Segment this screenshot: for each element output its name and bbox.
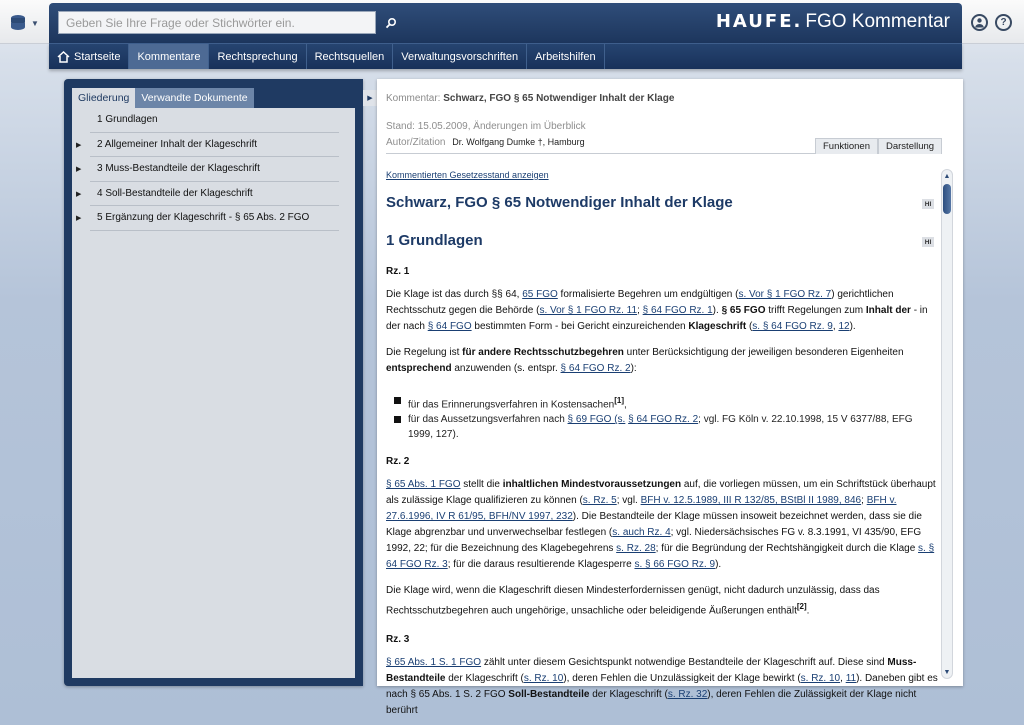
text: stellt die [460, 479, 503, 491]
text: für das Erinnerungsverfahren in Kostensachen [408, 399, 615, 411]
ref-link[interactable]: s. Vor § 1 FGO Rz. 7 [738, 289, 832, 300]
ref-link[interactable]: § 64 FGO [427, 321, 472, 332]
expand-arrow-icon[interactable]: ▶ [76, 141, 82, 149]
help-icon[interactable]: ? [995, 14, 1012, 31]
top-bar [0, 0, 1024, 44]
list-item [394, 393, 938, 412]
ref-link[interactable]: s. § 64 FGO Rz. 3 [386, 543, 935, 571]
text: unter Berücksichtigung der jeweiligen besonderen Eigenheiten [623, 347, 904, 358]
text: ). [712, 305, 722, 316]
nav-arbeitshilfen[interactable]: Arbeitshilfen [527, 44, 605, 69]
text: - in der nach [386, 305, 928, 332]
ref-link[interactable]: BFH v. 12.5.1989, III R 132/85, BStBl II 1989, 846 [640, 495, 862, 507]
ref-link[interactable]: s. § 64 FGO Rz. 9 [752, 321, 833, 332]
ref-link[interactable]: § 65 Abs. 1 FGO [386, 479, 461, 491]
bold-text: inhaltlichen Mindestvoraussetzungen [502, 479, 682, 491]
text: Die Regelung ist [386, 347, 463, 358]
footnote-link[interactable]: [1] [614, 396, 625, 405]
tree-item-allgemeiner-inhalt[interactable] [76, 133, 339, 158]
text: ). Daneben gibt es nach § 65 Abs. 1 S. 2 FGO [386, 672, 938, 700]
rz-heading: Rz. 2 [386, 456, 410, 468]
breadcrumb-title: Schwarz, FGO § 65 Notwendiger Inhalt der Klage [443, 93, 675, 104]
stack-icon [8, 13, 28, 33]
author-key: Autor/Zitation [386, 137, 446, 148]
scrollbar-thumb[interactable] [943, 184, 951, 214]
nav-startseite[interactable] [49, 44, 129, 69]
document-panel [377, 79, 963, 716]
footnote-link[interactable]: [2] [796, 602, 807, 612]
text: ; vgl. [616, 495, 641, 507]
paragraph [386, 583, 938, 619]
nav-label: Startseite [74, 50, 121, 63]
text: , [624, 399, 627, 411]
text: ; für die daraus resultierende Klagesperre [447, 559, 635, 571]
bold-text: Soll-Bestandteile [508, 688, 590, 700]
darstellung-button[interactable]: Darstellung [878, 138, 942, 154]
ref-link[interactable]: § 64 FGO Rz. 1 [642, 305, 713, 316]
search-button[interactable] [379, 11, 403, 34]
paragraph [386, 477, 938, 573]
text: Die Klage ist das durch §§ 64, [386, 289, 523, 300]
bold-text: Inhalt der [865, 305, 911, 316]
author-name: Dr. Wolfgang Dumke †, Hamburg [452, 137, 585, 147]
tab-gliederung[interactable]: Gliederung [72, 88, 135, 108]
hi-badge[interactable]: HI [922, 199, 934, 209]
paragraph [386, 345, 938, 377]
product-name: FGO Kommentar [805, 11, 950, 32]
text: ; vgl. Niedersächsisches FG v. 8.3.1991, VI 435/90, EFG 1992, 22; für die Bezeichnung des Klagebegehrens [386, 527, 922, 555]
breadcrumb-key: Kommentar: [386, 93, 441, 104]
document-content [386, 167, 938, 716]
expand-arrow-icon[interactable]: ▶ [76, 166, 82, 173]
ref-link[interactable]: 12 [838, 321, 850, 332]
text: auf, die vorliegen müssen, um ein Schriftstück überhaupt als zulässige Klage qualifizieren zu können ( [386, 479, 936, 507]
chevron-right-icon: ▶ [367, 95, 373, 102]
collapse-panel-button[interactable] [363, 90, 377, 106]
text: anzuwenden (s. entspr. [451, 363, 561, 374]
tree-item-ergaenzung[interactable] [76, 206, 339, 231]
paragraph [386, 287, 938, 335]
tree-item-label: 1 Grundlagen [97, 114, 158, 126]
text: ; für die Begründung der Rechtshängigkeit durch die Klage [655, 543, 919, 555]
text: , [840, 672, 846, 684]
expand-arrow-icon[interactable]: ▶ [76, 215, 82, 222]
ref-link[interactable]: s. Rz. 5 [582, 495, 617, 507]
section-heading [386, 232, 938, 252]
ref-link[interactable]: s. Rz. 10 [800, 672, 841, 684]
ref-link[interactable]: s. auch Rz. 4 [612, 527, 671, 539]
document-breadcrumb [386, 93, 674, 104]
ref-link[interactable]: § 65 FGO [721, 305, 766, 316]
document-status: Stand: 15.05.2009, Änderungen im Überblick [386, 121, 586, 132]
bold-text: Muss-Bestandteile [386, 656, 917, 684]
app-menu-button[interactable] [8, 10, 44, 36]
tree-item-label: 3 Muss-Bestandteile der Klageschrift [97, 163, 260, 175]
text: ). [715, 559, 722, 571]
ref-link[interactable]: § 64 FGO Rz. 2 [628, 414, 699, 426]
person-icon [974, 17, 985, 28]
text: bestimmten Form - bei Gericht einzureichenden [471, 321, 689, 332]
nav-verwaltungsvorschriften[interactable]: Verwaltungsvorschriften [393, 44, 527, 69]
bullet-list [394, 393, 938, 442]
brand-name: HAUFE. [715, 11, 803, 32]
tree-item-label: 2 Allgemeiner Inhalt der Klageschrift [97, 138, 258, 150]
outline-tree [72, 108, 355, 678]
tree-item-grundlagen[interactable] [90, 108, 339, 133]
text: , [832, 321, 839, 332]
text: ), deren Fehlen die Zulässigkeit der Klage nicht berührt [386, 688, 917, 716]
bold-text: Klageschrift [688, 321, 747, 332]
document-title-text: Schwarz, FGO § 65 Notwendiger Inhalt der Klage [386, 194, 733, 211]
nav-kommentare[interactable]: Kommentare [129, 44, 209, 69]
ref-link[interactable]: BFH v. 27.6.1996, IV R 61/95, BFH/NV 1997, 232 [386, 495, 897, 523]
text: ). [849, 321, 856, 332]
bold-text: entsprechend [386, 363, 452, 374]
hi-badge[interactable]: HI [922, 237, 934, 247]
text: ) gerichtlichen Rechtsschutz gegen die Behörde ( [386, 289, 894, 316]
nav-rechtsquellen[interactable]: Rechtsquellen [307, 44, 394, 69]
paragraph [386, 655, 938, 719]
main-navigation [49, 43, 962, 69]
text: der Klageschrift ( [445, 672, 524, 684]
home-icon [57, 51, 70, 63]
tree-item-muss-bestandteile[interactable] [76, 157, 339, 182]
text: zählt unter diesem Gesichtspunkt notwendige Bestandteile der Klageschrift auf. Diese sind [481, 656, 888, 668]
ref-link[interactable]: 11 [845, 672, 857, 684]
ref-link[interactable]: § 64 FGO Rz. 2 [560, 363, 631, 374]
search-icon [385, 17, 397, 29]
text: der Klageschrift ( [589, 688, 668, 700]
tree-item-soll-bestandteile[interactable] [76, 182, 339, 207]
outline-panel [64, 79, 363, 686]
rz-heading: Rz. 1 [386, 266, 410, 277]
text: Die Klage wird, wenn die Klageschrift diesen Mindesterfordernissen genügt, nicht dadurch unzulässig, dass das Rechtsschutzbegehren auch ungehörige, unsachliche oder beleidigende Äußerungen enthält [386, 585, 880, 617]
section-heading-text: 1 Grundlagen [386, 232, 483, 249]
text: ), deren Fehlen die Unzulässigkeit der Klage bewirkt ( [563, 672, 801, 684]
search-input[interactable] [58, 11, 376, 34]
scroll-up-arrow-icon[interactable]: ▲ [943, 172, 951, 180]
text: formalisierte Begehren um endgültigen ( [557, 289, 739, 300]
text: ; [861, 495, 867, 507]
nav-rechtsprechung[interactable]: Rechtsprechung [209, 44, 306, 69]
ref-link[interactable]: s. Vor § 1 FGO Rz. 11 [539, 305, 638, 316]
scroll-down-arrow-icon[interactable]: ▼ [943, 668, 951, 676]
expand-arrow-icon[interactable]: ▶ [76, 190, 82, 198]
tab-verwandte-dokumente[interactable]: Verwandte Dokumente [135, 88, 253, 108]
ref-link[interactable]: § 69 FGO (s. [567, 414, 626, 426]
text: trifft Regelungen zum [765, 305, 866, 316]
chevron-down-icon: ▼ [31, 18, 39, 28]
ref-link[interactable]: s. Rz. 10 [523, 672, 564, 684]
rz-heading: Rz. 3 [386, 633, 410, 645]
text: ; vgl. FG Köln v. 22.10.1998, 15 V 6377/88, EFG 1999, 127). [408, 414, 913, 441]
brand-logo [716, 11, 950, 35]
text: ; [637, 305, 643, 316]
tree-item-label: 5 Ergänzung der Klageschrift - § 65 Abs. 2 FGO [97, 212, 310, 224]
document-title [386, 194, 938, 214]
text: ( [746, 321, 753, 332]
text: ): [630, 363, 637, 374]
funktionen-button[interactable]: Funktionen [815, 138, 878, 154]
ref-link[interactable]: 65 FGO [522, 289, 558, 300]
text: . [806, 605, 810, 617]
list-item [394, 412, 938, 442]
ref-link[interactable]: s. § 66 FGO Rz. 9 [634, 559, 716, 571]
user-icon[interactable] [971, 14, 988, 31]
header-panel [49, 3, 962, 43]
ref-link[interactable]: s. Rz. 28 [616, 543, 656, 555]
document-scrollbar[interactable] [941, 169, 953, 679]
text: ). Die Bestandteile der Klage müssen insoweit bezeichnet werden, dass sie die Klage abgrenzbar und unverwechselbar festlegen ( [386, 511, 922, 539]
ref-link[interactable]: s. Rz. 32 [667, 688, 708, 700]
outline-tabs [72, 88, 254, 108]
tree-item-label: 4 Soll-Bestandteile der Klageschrift [97, 187, 253, 199]
text: für das Aussetzungsverfahren nach [408, 414, 568, 426]
bold-text: für andere Rechtsschutzbegehren [462, 347, 624, 358]
ref-link[interactable]: § 65 Abs. 1 S. 1 FGO [386, 656, 482, 668]
law-version-link[interactable]: Kommentierten Gesetzesstand anzeigen [386, 170, 549, 180]
